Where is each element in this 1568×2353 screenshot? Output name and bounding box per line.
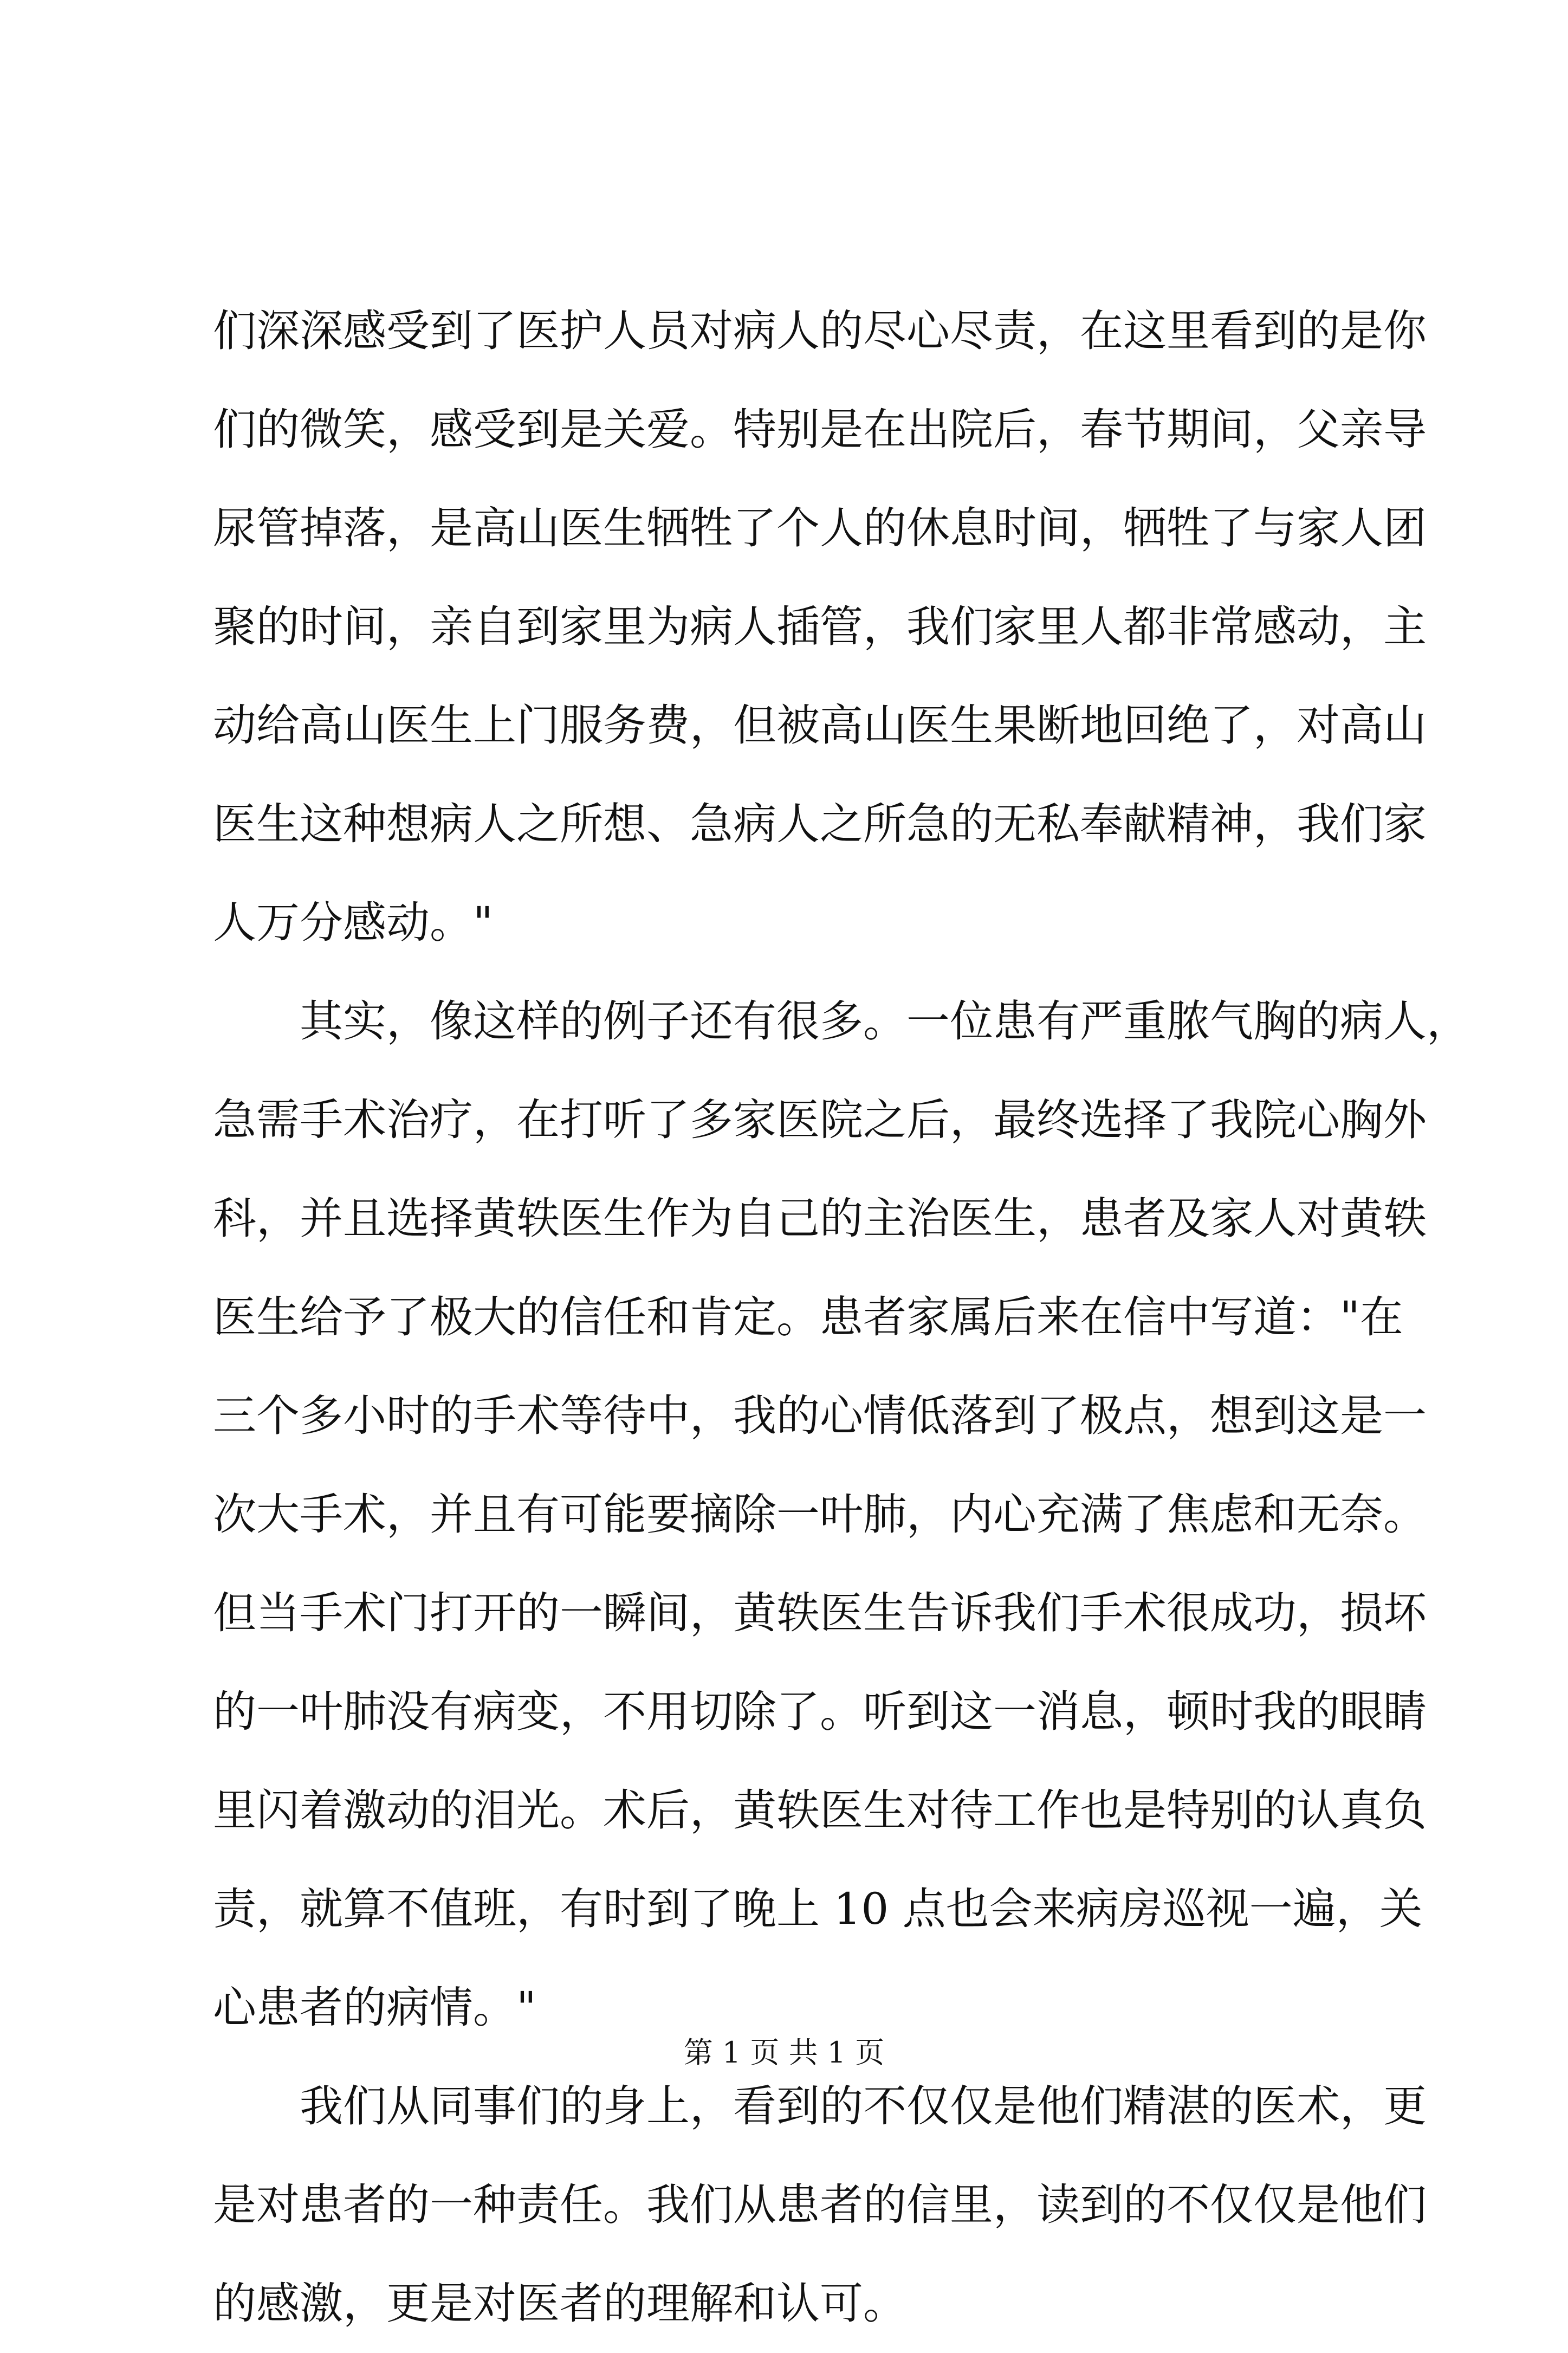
text-line: 里闪着激动的泪光。术后，黄轶医生对待工作也是特别的认真负: [213, 1785, 1427, 1835]
text-line: 其实，像这样的例子还有很多。一位患有严重脓气胸的病人，: [300, 996, 1470, 1046]
text-line: 的感激，更是对医者的理解和认可。: [213, 2278, 906, 2329]
text-line: 们的微笑，感受到是关爱。特别是在出院后，春节期间，父亲导: [213, 404, 1427, 455]
text-line: 心患者的病情。": [213, 1982, 536, 2033]
text-line: 动给高山医生上门服务费，但被高山医生果断地回绝了，对高山: [213, 700, 1427, 751]
text-line: 是对患者的一种责任。我们从患者的信里，读到的不仅仅是他们: [213, 2180, 1427, 2230]
text-line: 急需手术治疗，在打听了多家医院之后，最终选择了我院心胸外: [213, 1095, 1427, 1145]
text-line: 尿管掉落，是高山医生牺牲了个人的休息时间，牺牲了与家人团: [213, 503, 1427, 553]
text-line: 次大手术，并且有可能要摘除一叶肺，内心充满了焦虑和无奈。: [213, 1489, 1427, 1540]
text-line: 三个多小时的手术等待中，我的心情低落到了极点，想到这是一: [213, 1391, 1427, 1441]
text-line: 的一叶肺没有病变，不用切除了。听到这一消息，顿时我的眼睛: [213, 1686, 1427, 1737]
text-line: 我们从同事们的身上，看到的不仅仅是他们精湛的医术，更: [300, 2081, 1427, 2131]
text-line: 责，就算不值班，有时到了晚上 10 点也会来病房巡视一遍，关: [213, 1884, 1423, 1934]
text-line: 聚的时间，亲自到家里为病人插管，我们家里人都非常感动，主: [213, 602, 1427, 652]
text-line: 但当手术门打开的一瞬间，黄轶医生告诉我们手术很成功，损坏: [213, 1588, 1427, 1638]
text-line: 们深深感受到了医护人员对病人的尽心尽责，在这里看到的是你: [213, 306, 1427, 356]
text-line: 医生这种想病人之所想、急病人之所急的无私奉献精神，我们家: [213, 799, 1427, 849]
text-line: 人万分感动。": [213, 897, 493, 948]
text-line: 科，并且选择黄轶医生作为自己的主治医生，患者及家人对黄轶: [213, 1193, 1427, 1244]
page-footer: 第 1 页 共 1 页: [683, 2035, 885, 2070]
text-line: 医生给予了极大的信任和肯定。患者家属后来在信中写道："在: [213, 1292, 1403, 1342]
